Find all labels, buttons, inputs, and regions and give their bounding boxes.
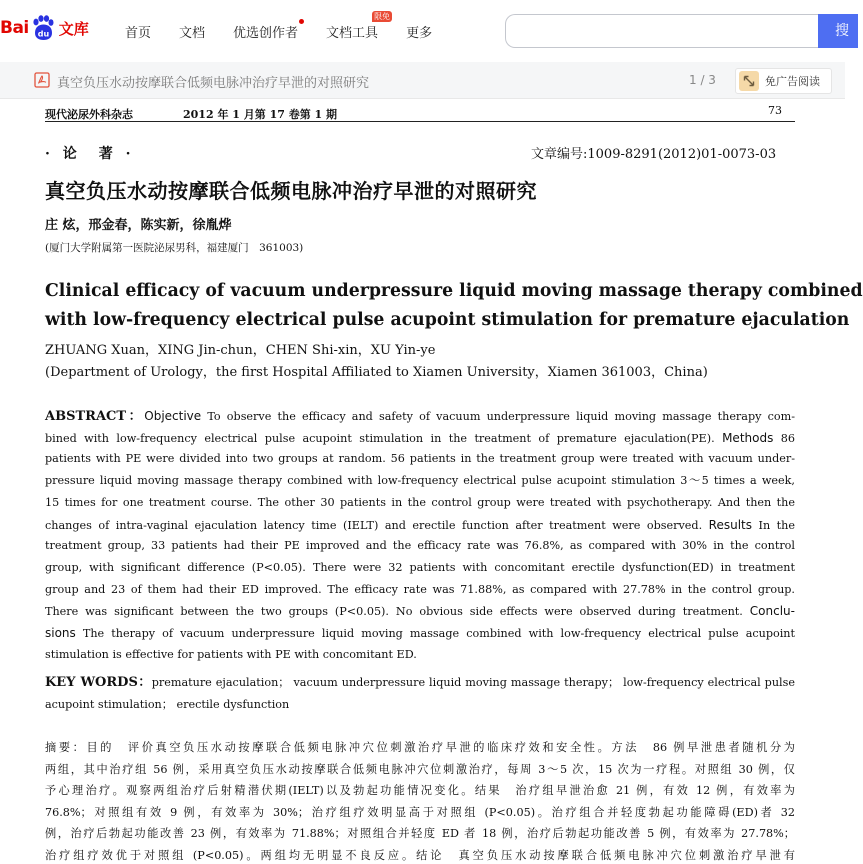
chinese-abstract-line: 例，治疗后勃起功能改善 23 例，有效率为 71.88%；对照组合并轻度 ED 者 18 例，治疗后勃起功能改善 5 例，有效率为 27.78%；	[45, 827, 795, 840]
chinese-abstract-line: 予心理治疗。观察两组治疗后射精潜伏期(IELT)以及勃起功能情况变化。结果 治疗组早泄治愈 21 例，有效 12 例，有效率为	[45, 784, 795, 797]
abstract-line	[45, 517, 795, 534]
abstract-line	[45, 495, 795, 511]
abstract-line	[45, 560, 795, 576]
abstract-text: The therapy of vacuum underpressure liquid moving massage combined with low-frequency electrical pulse acupoint	[82, 627, 796, 640]
english-affiliation: (Department of Urology，the first Hospital Affiliated to Xiamen University，Xiamen 361003，China)	[45, 365, 708, 380]
keywords-line-1	[45, 675, 795, 691]
search-button[interactable]: 搜	[818, 14, 858, 48]
abstract-text: 86	[780, 431, 796, 445]
english-authors: ZHUANG Xuan，XING Jin-chun，CHEN Shi-xin，XU Yin-ye	[45, 343, 436, 358]
notification-dot	[299, 19, 304, 24]
page-number: 73	[768, 104, 782, 117]
abstract-line	[45, 473, 795, 489]
abstract-section-heading: Results	[708, 517, 753, 532]
abstract-label: ABSTRACT：	[45, 409, 145, 424]
logo-text-wenku: 文库	[58, 19, 89, 38]
journal-issue: 2012 年 1 月第 17 卷第 1 期	[183, 108, 338, 121]
nav-doc-tools[interactable]	[326, 12, 391, 41]
expand-arrows-icon	[739, 71, 759, 91]
logo-text-bai: Bai	[0, 18, 29, 38]
header-rule	[45, 121, 795, 122]
abstract-text: patients with PE were divided into two groups at random. 56 patients in the treatment group were treated with vacuum under-	[45, 452, 795, 466]
pdf-icon	[34, 72, 50, 92]
abstract-line	[45, 430, 795, 447]
ad-free-reading-button[interactable]	[735, 68, 832, 94]
free-badge: 限免	[374, 12, 391, 21]
logo-text-du: du	[37, 29, 49, 39]
search-box	[505, 14, 818, 48]
abstract-text: bined with low-frequency electrical pulse acupoint stimulation in the treatment of premature ejaculation(PE).	[45, 431, 715, 445]
nav-creators[interactable]	[233, 22, 298, 41]
abstract-section-heading: Conclu-	[749, 604, 795, 619]
abstract-text: 15 times for one treatment course. The other 30 patients in the control group were treated with psychotherapy. And then the	[45, 495, 795, 509]
abstract-line	[45, 451, 795, 467]
main-nav	[125, 12, 460, 41]
abstract-text: There was significant between the two groups (P<0.05). No obvious side effects were observed during treatment.	[45, 605, 743, 619]
nav-documents[interactable]: 文档	[179, 26, 206, 41]
abstract-line	[45, 625, 795, 642]
chinese-affiliation: (厦门大学附属第一医院泌尿男科，福建厦门 361003)	[45, 242, 304, 254]
search-input[interactable]	[506, 15, 818, 47]
abstract-line	[45, 647, 795, 663]
chinese-title: 真空负压水动按摩联合低频电脉冲治疗早泄的对照研究	[45, 179, 537, 203]
abstract-text: group and 23 of them had their ED improved. The efficacy rate was 71.88%, as compared with 27.78% in the control group.	[45, 582, 795, 596]
document-bar	[0, 62, 845, 99]
keywords-label: KEY WORDS：	[45, 675, 152, 690]
chinese-authors: 庄 炫，邢金春，陈实新，徐胤烨	[45, 218, 232, 233]
top-navigation	[0, 0, 849, 62]
keywords-text-1: premature ejaculation； vacuum underpressure liquid moving massage therapy； low-frequency electrical pulse	[151, 676, 795, 689]
chinese-abstract-line: 两组，其中治疗组 56 例，采用真空负压水动按摩联合低频电脉冲穴位刺激治疗，每周 3～5 次，15 次为一疗程。对照组 30 例，仅	[45, 762, 795, 776]
article-number: 文章编号:1009-8291(2012)01-0073-03	[531, 147, 777, 162]
abstract-text: stimulation is effective for patients with PE with concomitant ED.	[45, 647, 417, 661]
abstract-text: To observe the efficacy and safety of vacuum underpressure liquid moving massage therapy com-	[207, 410, 795, 423]
abstract-text: pressure liquid moving massage therapy combined with low-frequency electrical pulse acupoint stimulation 3～5 times a week,	[45, 474, 795, 488]
chinese-abstract-line: 治疗组疗效优于对照组 (P<0.05)。两组均无明显不良反应。结论 真空负压水动按摩联合低频电脉冲穴位刺激治疗早泄有	[45, 848, 795, 862]
nav-home[interactable]: 首页	[125, 26, 152, 41]
document-title: 真空负压水动按摩联合低频电脉冲治疗早泄的对照研究	[57, 76, 370, 91]
page-counter: 1 / 3	[689, 73, 716, 87]
chinese-abstract-line: 摘要：目的 评价真空负压水动按摩联合低频电脉冲穴位刺激治疗早泄的临床疗效和安全性。方法 86 例早泄患者随机分为	[45, 741, 795, 754]
abstract-text: In the	[758, 518, 795, 532]
keywords-text-2: acupoint stimulation； erectile dysfunction	[45, 698, 290, 711]
baidu-wenku-logo[interactable]	[0, 10, 89, 46]
nav-more[interactable]: 更多	[406, 26, 433, 41]
abstract-line	[45, 538, 795, 554]
abstract-text: changes of intra-vaginal ejaculation latency time (IELT) and erectile function after treatment were observed.	[45, 518, 703, 532]
abstract-line	[45, 408, 795, 425]
keywords-line-2	[45, 697, 795, 713]
chinese-abstract-line: 76.8%；对照组有效 9 例，有效率为 30%；治疗组疗效明显高于对照组 (P<0.05)。治疗组合并轻度勃起功能障碍(ED)者 32	[45, 805, 795, 819]
abstract-line	[45, 582, 795, 598]
paw-icon	[30, 15, 56, 41]
abstract-line	[45, 603, 795, 620]
english-title-line-1: Clinical efficacy of vacuum underpressure liquid moving massage therapy combined	[45, 281, 863, 301]
abstract-section-heading: sions	[45, 626, 76, 640]
abstract-section-heading: Methods	[722, 430, 774, 445]
abstract-text: group, with significant difference (P<0.05). There were 32 patients with concomitant erectile dysfunction(ED) in treatment	[45, 560, 795, 574]
ad-free-label: 免广告阅读	[765, 75, 820, 88]
abstract-text: treatment group, 33 patients had their PE improved and the efficacy rate was 76.8%, as compared with 30% in the control	[45, 539, 795, 553]
document-page	[0, 99, 863, 862]
nav-creators-label: 优选创作者	[233, 26, 299, 41]
nav-doc-tools-label: 文档工具	[326, 26, 379, 41]
column-tag: · 论 著 ·	[45, 146, 135, 162]
english-title-line-2: with low-frequency electrical pulse acupoint stimulation for premature ejaculation	[45, 310, 850, 330]
journal-name: 现代泌尿外科杂志	[45, 108, 133, 121]
abstract-section-heading: Objective	[144, 409, 202, 423]
